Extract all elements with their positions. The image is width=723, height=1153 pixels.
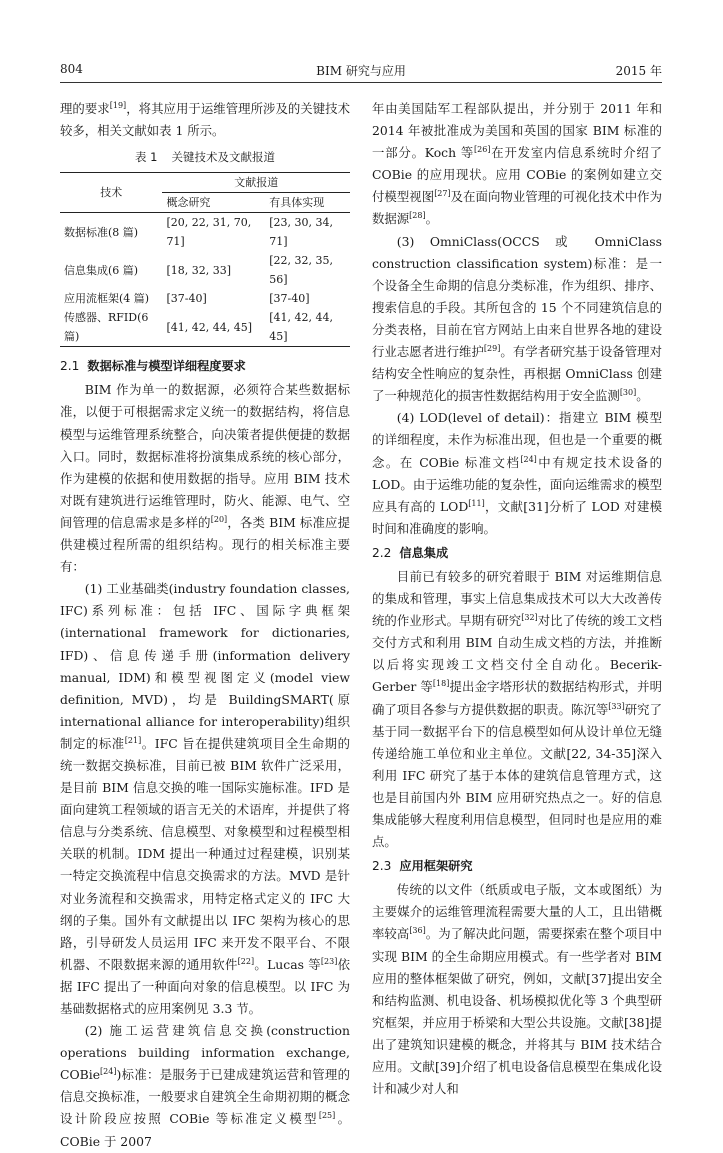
- page-number: 804: [60, 62, 83, 76]
- citation[interactable]: [25]: [318, 1111, 336, 1121]
- citation[interactable]: [24]: [520, 454, 537, 464]
- intro-paragraph: 理的要求[19]，将其应用于运维管理所涉及的关键技术较多，相关文献如表 1 所示。: [60, 100, 351, 139]
- citation[interactable]: [22]: [237, 956, 255, 966]
- col-header-group: 文献报道: [162, 173, 350, 193]
- paragraph: 传统的以文件（纸质或电子版，文本或图纸）为主要媒介的运维管理流程需要大量的人工，且出错概率较高[36]。为了解决此问题，需要探索在整个项目中实现 BIM 的全生命期应用模式。有一些学者对 BIM 应用的整体框架做了研究，例如，文献[37]提出安全和结构监测、机电设备、机场模拟优化等 3 个典型研究框架，并应用于桥梁和大型公共设施。文献[38]提出了建筑知识建模的概念，并将其与 BIM 技术结合应用。文献[39]介绍了机电设备信息模型在集成化设计和减少对人和: [372, 882, 663, 1097]
- paragraph: (3) OmniClass(OCCS 或 OmniClass construction classification system)标准：是一个设备全生命期的信息分类标准，作为组织、排序、搜索信息的手段。其所包含的 15 个不同建筑信息的分类表格，目前在官方网站上由来自世界各地的建设行业志愿者进行维护[29]。有学者研究基于设备管理对结构安全性响应的复杂性，再根据 OmniClass 创建了一种规范化的损害性数据结构用于安全监测[30]。: [372, 233, 663, 404]
- citation[interactable]: [11]: [468, 498, 485, 508]
- citation[interactable]: [33]: [608, 701, 625, 711]
- citation[interactable]: [29]: [483, 343, 501, 353]
- table-number: 表 1: [135, 150, 158, 165]
- citation[interactable]: [21]: [124, 735, 142, 745]
- key-tech-table: [60, 172, 350, 347]
- table-row: 数据标准(8 篇) [20, 22, 31, 70, 71] [23, 30, 34, 71]: [64, 216, 333, 249]
- paragraph: 年由美国陆军工程部队提出，并分别于 2011 年和 2014 年被批准成为美国和英国的国家 BIM 标准的一部分。Koch 等[26]在开发室内信息系统时介绍了 COBie 的应用现状。应用 COBie 的案例如建立交付模型视图[27]及在面向物业管理的可视化技术中作为数据源[28]。: [372, 101, 663, 227]
- table-caption: [60, 146, 350, 168]
- journal-title: BIM 研究与应用: [316, 64, 406, 78]
- col-header-concept: 概念研究: [162, 193, 265, 213]
- running-header: [60, 62, 662, 80]
- citation[interactable]: [20]: [210, 514, 228, 524]
- header-rule: [60, 82, 662, 83]
- citation[interactable]: [23]: [320, 956, 338, 966]
- citation[interactable]: [36]: [409, 926, 426, 936]
- citation[interactable]: [27]: [434, 189, 451, 199]
- table-row: 信息集成(6 篇) [18, 32, 33] [22, 32, 35, 56]: [64, 254, 333, 287]
- section-heading-2-2: 2.2 信息集成: [372, 545, 449, 560]
- col-header-tech: 技术: [60, 173, 162, 213]
- table-row: 传感器、RFID(6 篇) [41, 42, 44, 45] [41, 42, 44, 45]: [60, 308, 350, 347]
- table-row: 应用流框架(4 篇) [37-40] [37-40]: [64, 292, 310, 306]
- paragraph: (1) 工业基础类(industry foundation classes, IFC)系列标准：包括 IFC、国际字典框架(international framework for dictionaries, IFD)、信息传递手册(information delivery manual, IDM)和模型视图定义(model view definition, MVD)，均是 BuildingSMART(原 international alliance for interoperability)组织制定的标准[21]。IFC 旨在提供建筑项目全生命期的统一数据交换标准，目前已被 BIM 软件广泛采用，是目前 BIM 信息交换的唯一国际实施标准。IFD 是面向建筑工程领域的语言无关的术语库，并提供了将信息与分类系统、信息模型、对象模型和过程模型相关联的机制。IDM 提出一种通过过程建模，识别某一特定交换流程中信息交换需求的方法。MVD 是针对业务流程和交换需求，用特定格式定义的 IFC 大纲的子集。国外有文献提出以 IFC 架构为核心的思路，引导研发人员运用 IFC 来开发不限平台、不限机器、不限数据来源的通用软件[22]。Lucas 等[23]依据 IFC 提出了一种面向对象的信息模型。以 IFC 为基础数据格式的应用案例见 3.3 节。: [60, 581, 351, 1016]
- paragraph: 目前已有较多的研究着眼于 BIM 对运维期信息的集成和管理，事实上信息集成技术可以大大改善传统的作业形式。早期有研究[32]对比了传统的竣工文档交付方式和利用 BIM 自动生成文档的方法，并推断以后将实现竣工文档交付全自动化。Becerik-Gerber 等[18]提出金字塔形状的数据结构形式，并明确了项目各参与方提供数据的职责。陈沉等[33]研究了基于同一数据平台下的信息模型如何从设计单位无缝传递给施工单位和业主单位。文献[22, 34-35]深入利用 IFC 研究了基于本体的建筑信息管理方式，这也是目前国内外 BIM 应用研究热点之一。好的信息集成能够大程度利用信息模型，但同时也是应用的难点。: [372, 568, 663, 850]
- section-heading-2-3: 2.3 应用框架研究: [372, 859, 473, 874]
- right-column: [372, 98, 662, 1100]
- left-column: [60, 98, 350, 1153]
- table-title: 关键技术及文献报道: [171, 150, 275, 165]
- citation[interactable]: [26]: [474, 145, 491, 155]
- citation[interactable]: [30]: [619, 388, 637, 398]
- journal-year: 2015 年: [615, 64, 662, 78]
- section-heading-2-1: 2.1 数据标准与模型详细程度要求: [60, 359, 246, 374]
- paragraph: BIM 作为单一的数据源，必须符合某些数据标准，以便于可根据需求定义统一的数据结构，将信息模型与运维管理系统整合，向决策者提供便捷的数据入口。同时，数据标准将扮演集成系统的核心部分，作为建模的依据和使用数据的指导。应用 BIM 技术对既有建筑进行运维管理时，防火、能源、电气、空间管理的信息需求是多样的[20]，各类 BIM 标准应提供建模过程所需的组织结构。现行的相关标准主要有：: [60, 382, 350, 575]
- citation[interactable]: [18]: [432, 679, 450, 689]
- paragraph: (2) 施工运营建筑信息交换(construction operations building information exchange, COBie[24])标准：是服务于已建成建筑运营和管理的信息交换标准，一般要求自建筑全生命期初期的概念设计阶段应按照 COBie 等标准定义模型[25]。COBie 于 2007: [60, 1023, 350, 1149]
- citation[interactable]: [32]: [521, 613, 538, 623]
- citation[interactable]: [28]: [409, 211, 426, 221]
- citation[interactable]: [24]: [100, 1067, 117, 1077]
- paragraph: (4) LOD(level of detail)：指建立 BIM 模型的详细程度，未作为标准出现，但也是一个重要的概念。在 COBie 标准文档[24]中有规定技术设备的 LOD。由于运维功能的复杂性，面向运维需求的模型应具有高的 LOD[11]，文献[31]分析了 LOD 对建模时间和准确度的影响。: [372, 410, 662, 536]
- citation[interactable]: [19]: [109, 100, 127, 110]
- col-header-software: 有具体实现: [265, 193, 350, 213]
